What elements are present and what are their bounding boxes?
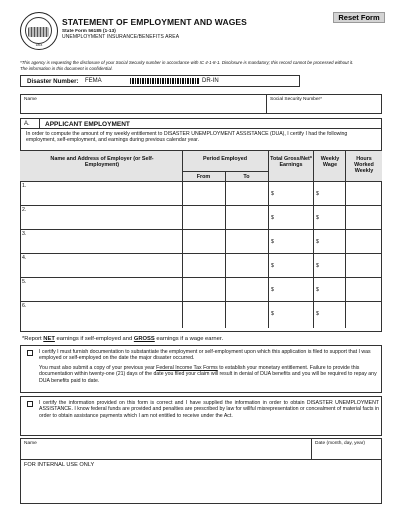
form-number: State Form 56185 (1-13) bbox=[62, 28, 116, 33]
table-row[interactable] bbox=[20, 182, 382, 206]
total-dollar-sign: $ bbox=[271, 215, 274, 221]
col-to-header: To bbox=[243, 174, 250, 180]
footnote-gross: GROSS bbox=[133, 336, 155, 342]
department-name: UNEMPLOYMENT INSURANCE/BENEFITS AREA bbox=[62, 34, 180, 40]
table-row[interactable] bbox=[20, 230, 382, 254]
table-row[interactable] bbox=[20, 254, 382, 278]
total-dollar-sign: $ bbox=[271, 239, 274, 245]
notice-line-2: The information in this document is confidential. bbox=[20, 66, 113, 71]
disaster-number-label: Disaster Number: bbox=[27, 78, 79, 85]
notice-line-1: *This agency is requesting the disclosure of your Social Security number in accordance with IC 4-1-8-1. Disclosure is mandatory; this record cannot be processed without it. bbox=[20, 60, 354, 65]
row-number: 5. bbox=[22, 279, 27, 285]
tax-forms-instruction bbox=[39, 365, 379, 384]
certify-accuracy-checkbox[interactable] bbox=[27, 401, 33, 407]
col-hours-header: Hours Worked Weekly bbox=[354, 156, 374, 174]
signature-date-input[interactable] bbox=[314, 448, 380, 459]
row-number: 3. bbox=[22, 231, 27, 237]
certify-documentation-checkbox[interactable] bbox=[27, 350, 33, 356]
footnote-part-3: earnings if a wage earner. bbox=[154, 336, 224, 342]
internal-use-box bbox=[20, 460, 382, 504]
signature-date-label: Date (month, day, year) bbox=[315, 441, 366, 446]
signature-row bbox=[20, 438, 382, 460]
col-from-header: From bbox=[196, 174, 211, 180]
table-row[interactable] bbox=[20, 278, 382, 302]
internal-use-label: FOR INTERNAL USE ONLY bbox=[24, 462, 95, 468]
tax-forms-text-b: to establish your monetary entitlement. Failure to provide this documentation within twenty-one (21) days of the date you filed your claim will result in denial of DUA benefits and you will be required to repay any DUA benefits paid to date. bbox=[39, 365, 377, 384]
certify-accuracy-text: I certify the information provided on this form is correct and I have supplied the information in order to obtain DISASTER UNEMPLOYMENT ASSISTANCE. I know federal funds are provided and penalties are prescribed by law for willful misrepresentation or concealment of material facts in order to obtain assistance payments which I am not entitled to receive under the Act. bbox=[39, 400, 379, 419]
employment-table bbox=[20, 150, 382, 328]
weekly-dollar-sign: $ bbox=[316, 311, 319, 317]
signature-name-label: Name bbox=[24, 441, 37, 446]
ssn-input[interactable] bbox=[269, 103, 379, 113]
signature-name-input[interactable] bbox=[23, 448, 308, 459]
tax-forms-text-a: You must also submit a copy of your previous year bbox=[39, 365, 157, 371]
row-number: 6. bbox=[22, 303, 27, 309]
row-number: 2. bbox=[22, 207, 27, 213]
total-dollar-sign: $ bbox=[271, 263, 274, 269]
section-a-letter: A. bbox=[24, 121, 30, 127]
row-number: 4. bbox=[22, 255, 27, 261]
seal-scene bbox=[28, 27, 49, 37]
certify-documentation-text: I certify I must furnish documentation to substantiate the employment or self-employment upon which this application is filed to support that I was employed or self-employed on the date the major disaster occurred. bbox=[39, 349, 371, 362]
total-dollar-sign: $ bbox=[271, 287, 274, 293]
table-row[interactable] bbox=[20, 206, 382, 230]
form-title-block bbox=[62, 17, 247, 40]
footnote-part-2: earnings if self-employed and bbox=[54, 336, 134, 342]
weekly-dollar-sign: $ bbox=[316, 239, 319, 245]
seal-year: 1816 bbox=[35, 43, 43, 47]
reset-form-button[interactable]: Reset Form bbox=[333, 12, 385, 23]
table-row[interactable] bbox=[20, 302, 382, 326]
federal-income-tax-forms-link[interactable]: Federal Income Tax Forms bbox=[156, 365, 218, 371]
disaster-suffix: DR-IN bbox=[202, 78, 219, 84]
footnote-part-1: *Report bbox=[22, 336, 44, 342]
col-weekly-header: Weekly Wage bbox=[320, 156, 340, 168]
form-title: STATEMENT OF EMPLOYMENT AND WAGES bbox=[62, 17, 247, 27]
section-a-intro: In order to compute the amount of my weekly entitlement to DISASTER UNEMPLOYMENT ASSISTANCE (DUA), I certify I had the following employment, self-employment, and earnings during previous calendar year. bbox=[26, 131, 348, 144]
earnings-footnote bbox=[22, 336, 223, 342]
ssn-label: Social Security Number* bbox=[270, 97, 322, 102]
weekly-dollar-sign: $ bbox=[316, 191, 319, 197]
certification-accuracy bbox=[20, 396, 382, 436]
certification-documentation bbox=[20, 345, 382, 393]
disaster-prefix: FEMA bbox=[85, 78, 102, 84]
applicant-name-label: Name bbox=[24, 97, 37, 102]
state-seal-logo bbox=[20, 12, 58, 50]
weekly-dollar-sign: $ bbox=[316, 215, 319, 221]
section-a-title: APPLICANT EMPLOYMENT bbox=[45, 121, 130, 128]
footnote-net: NET bbox=[43, 336, 55, 342]
applicant-name-input[interactable] bbox=[23, 103, 263, 113]
total-dollar-sign: $ bbox=[271, 191, 274, 197]
col-employer-header: Name and Address of Employer (or Self-Employment) bbox=[50, 156, 154, 168]
weekly-dollar-sign: $ bbox=[316, 287, 319, 293]
weekly-dollar-sign: $ bbox=[316, 263, 319, 269]
disaster-number-field[interactable] bbox=[130, 78, 200, 84]
section-a-heading bbox=[21, 119, 381, 129]
col-total-header: Total Gross/Net* Earnings bbox=[270, 156, 312, 168]
total-dollar-sign: $ bbox=[271, 311, 274, 317]
applicant-name-row bbox=[20, 94, 382, 114]
row-number: 1. bbox=[22, 183, 27, 189]
col-period-header: Period Employed bbox=[202, 156, 248, 162]
confidentiality-notice bbox=[20, 60, 382, 72]
